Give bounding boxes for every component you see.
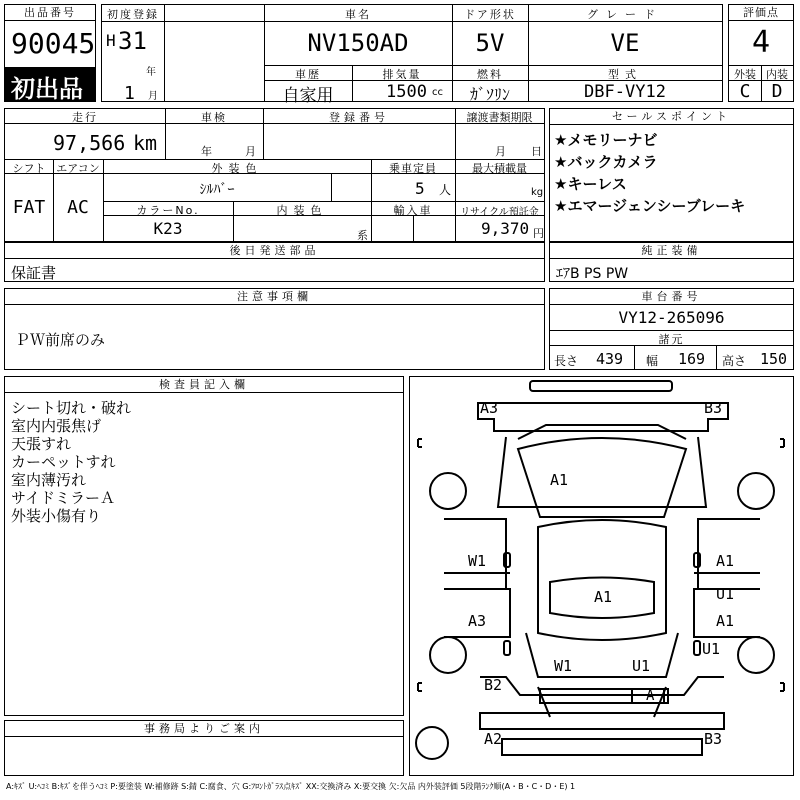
ext-color-label: 外装色 (211, 162, 263, 175)
mark-right-rear-door: A1 (716, 612, 735, 630)
first-listing-badge (5, 67, 95, 101)
inspection-month-unit: 月 (245, 145, 256, 158)
model-label: 型式 (608, 68, 642, 81)
inspector-line-1: シート切れ・破れ (11, 399, 132, 417)
mark-right-mid: U1 (716, 585, 735, 603)
interior-grade: D (771, 81, 783, 102)
score: 4 (751, 25, 771, 60)
inspector-line-3: 天張すれ (11, 435, 72, 453)
chassis-label: 車台番号 (550, 289, 793, 305)
notes-box (4, 288, 545, 370)
header-grid (101, 4, 723, 106)
sales-point-1: ★メモリーナビ (554, 131, 658, 149)
mark-rear-right: U1 (632, 657, 651, 675)
ext-color: ｼﾙﾊﾞｰ (199, 182, 235, 198)
mark-bottom-left: A2 (484, 730, 503, 748)
mileage-unit: km (133, 131, 158, 155)
capacity-unit: 人 (439, 183, 452, 197)
width-label: 幅 (646, 354, 659, 368)
office-box (4, 720, 404, 776)
int-color-label: 内装色 (276, 204, 328, 217)
era: H (106, 31, 116, 50)
transfer-month-unit: 月 (495, 145, 506, 158)
later-parts: 保証書 (11, 264, 57, 282)
car-name-label: 車名 (345, 8, 371, 21)
first-reg-label: 初度登録 (107, 8, 159, 21)
sales-label: セールスポイント (550, 109, 793, 125)
office-label: 事務局よりご案内 (5, 721, 403, 737)
length: 439 (596, 350, 624, 368)
reg-month: 1 (124, 83, 135, 104)
score-box (728, 4, 794, 102)
history: 自家用 (282, 86, 334, 106)
score-label: 評価点 (729, 5, 793, 21)
car-name: NV150AD (307, 29, 409, 57)
inspector-line-5: 室内薄汚れ (11, 471, 87, 489)
ac: AC (67, 197, 89, 218)
recycle-unit: 円 (533, 227, 544, 240)
notes-label: 注意事項欄 (5, 289, 544, 305)
mark-top-right: B3 (704, 399, 723, 417)
genuine-box (549, 242, 794, 282)
shift: FAT (12, 197, 46, 218)
lot-label: 出品番号 (5, 5, 95, 21)
sales-point-3: ★キーレス (554, 175, 627, 193)
inspector-line-7: 外装小傷有り (11, 507, 102, 525)
dims-label: 諸元 (658, 333, 685, 346)
length-label: 長さ (554, 354, 579, 368)
mark-right-front-door: A1 (716, 552, 735, 570)
mark-top-left: A3 (480, 399, 499, 417)
load-label: 最大積載量 (472, 162, 527, 175)
sales-points-box (549, 108, 794, 242)
inspection-year-unit: 年 (201, 145, 212, 158)
displacement: 1500 (386, 82, 427, 102)
genuine-label: 純正装備 (550, 243, 793, 259)
later-parts-label: 後日発送部品 (5, 243, 544, 259)
mark-rear-plate: A (646, 688, 655, 704)
shift-label: シフト (12, 162, 46, 175)
displacement-label: 排気量 (382, 68, 422, 81)
grade-label: グレード (587, 8, 663, 21)
grade: VE (610, 29, 640, 57)
spec-grid (4, 108, 545, 242)
transfer-day-unit: 日 (531, 145, 542, 158)
car-diagram (409, 376, 794, 776)
inspector-line-6: サイドミラーＡ (11, 489, 115, 507)
year-unit: 年 (146, 67, 156, 78)
inspector-line-4: カーペットすれ (11, 453, 116, 471)
notes-text: ＰＷ前席のみ (15, 331, 106, 349)
later-parts-box (4, 242, 545, 282)
mark-left-bumper: B2 (484, 676, 503, 694)
color-no-label: カラーNo. (136, 204, 200, 217)
recycle-label: リサイクル預託金 (460, 207, 539, 218)
mark-left-rear-door: A3 (468, 612, 487, 630)
door: 5V (475, 29, 505, 57)
color-no: K23 (153, 219, 183, 238)
sales-point-2: ★バックカメラ (554, 153, 658, 171)
car-outline-diagram (410, 377, 793, 775)
chassis: VY12-265096 (618, 308, 725, 327)
history-label: 車歴 (295, 68, 321, 81)
month-unit: 月 (148, 91, 158, 102)
inspector-label: 検査員記入欄 (5, 377, 403, 393)
inspector-line-2: 室内内張焦げ (11, 417, 102, 435)
fuel: ｶﾞｿﾘﾝ (469, 85, 510, 104)
mark-bottom-right: B3 (704, 730, 723, 748)
fuel-label: 燃料 (477, 68, 503, 81)
inspector-box (4, 376, 404, 716)
legend: A:ｷｽﾞ U:ﾍｺﾐ B:ｷｽﾞを伴うﾍｺﾐ P:要塗装 W:補修跡 S:錆 C:腐食、穴 G:ﾌﾛﾝﾄｶﾞﾗｽ点ｷｽﾞ XX:交換済み X:要交換 欠:欠品 内外装評価 5段階ﾗﾝｸ順(A・B・C・D・E) 1 (6, 782, 576, 791)
width: 169 (678, 350, 706, 368)
reg-year: 31 (118, 27, 147, 55)
interior-grade-label: 内装 (766, 68, 788, 81)
first-listing-text: 初出品 (11, 75, 83, 103)
height-label: 高さ (722, 354, 747, 368)
mark-right-quarter: U1 (702, 640, 721, 658)
exterior-grade: C (739, 81, 751, 102)
capacity: 5 (415, 179, 425, 198)
reg-no-label: 登録番号 (329, 111, 389, 124)
import-label: 輸入車 (393, 204, 433, 217)
load-unit: kg (531, 187, 544, 198)
height: 150 (760, 350, 788, 368)
lot-box (4, 4, 96, 102)
mark-hood: A1 (550, 471, 569, 489)
lot-number: 90045 (11, 27, 96, 60)
mark-rear-left: W1 (554, 657, 573, 675)
int-color-suffix: 系 (357, 229, 368, 242)
transfer-label: 譲渡書類期限 (466, 111, 533, 124)
displacement-unit: cc (432, 87, 443, 98)
sales-point-4: ★エマージェンシーブレーキ (554, 197, 746, 215)
ac-label: エアコン (56, 162, 100, 175)
mileage-label: 走行 (72, 111, 98, 124)
inspection-label: 車検 (201, 111, 227, 124)
chassis-box (549, 288, 794, 370)
recycle: 9,370 (481, 219, 530, 238)
exterior-grade-label: 外装 (734, 68, 756, 81)
mark-roof: A1 (594, 588, 613, 606)
genuine: ｴｱB PS PW (556, 266, 629, 282)
door-label: ドア形状 (464, 8, 516, 21)
mileage: 97,566 (53, 131, 126, 155)
capacity-label: 乗車定員 (389, 162, 437, 175)
model: DBF-VY12 (584, 82, 666, 102)
mark-left-front-door: W1 (468, 552, 487, 570)
